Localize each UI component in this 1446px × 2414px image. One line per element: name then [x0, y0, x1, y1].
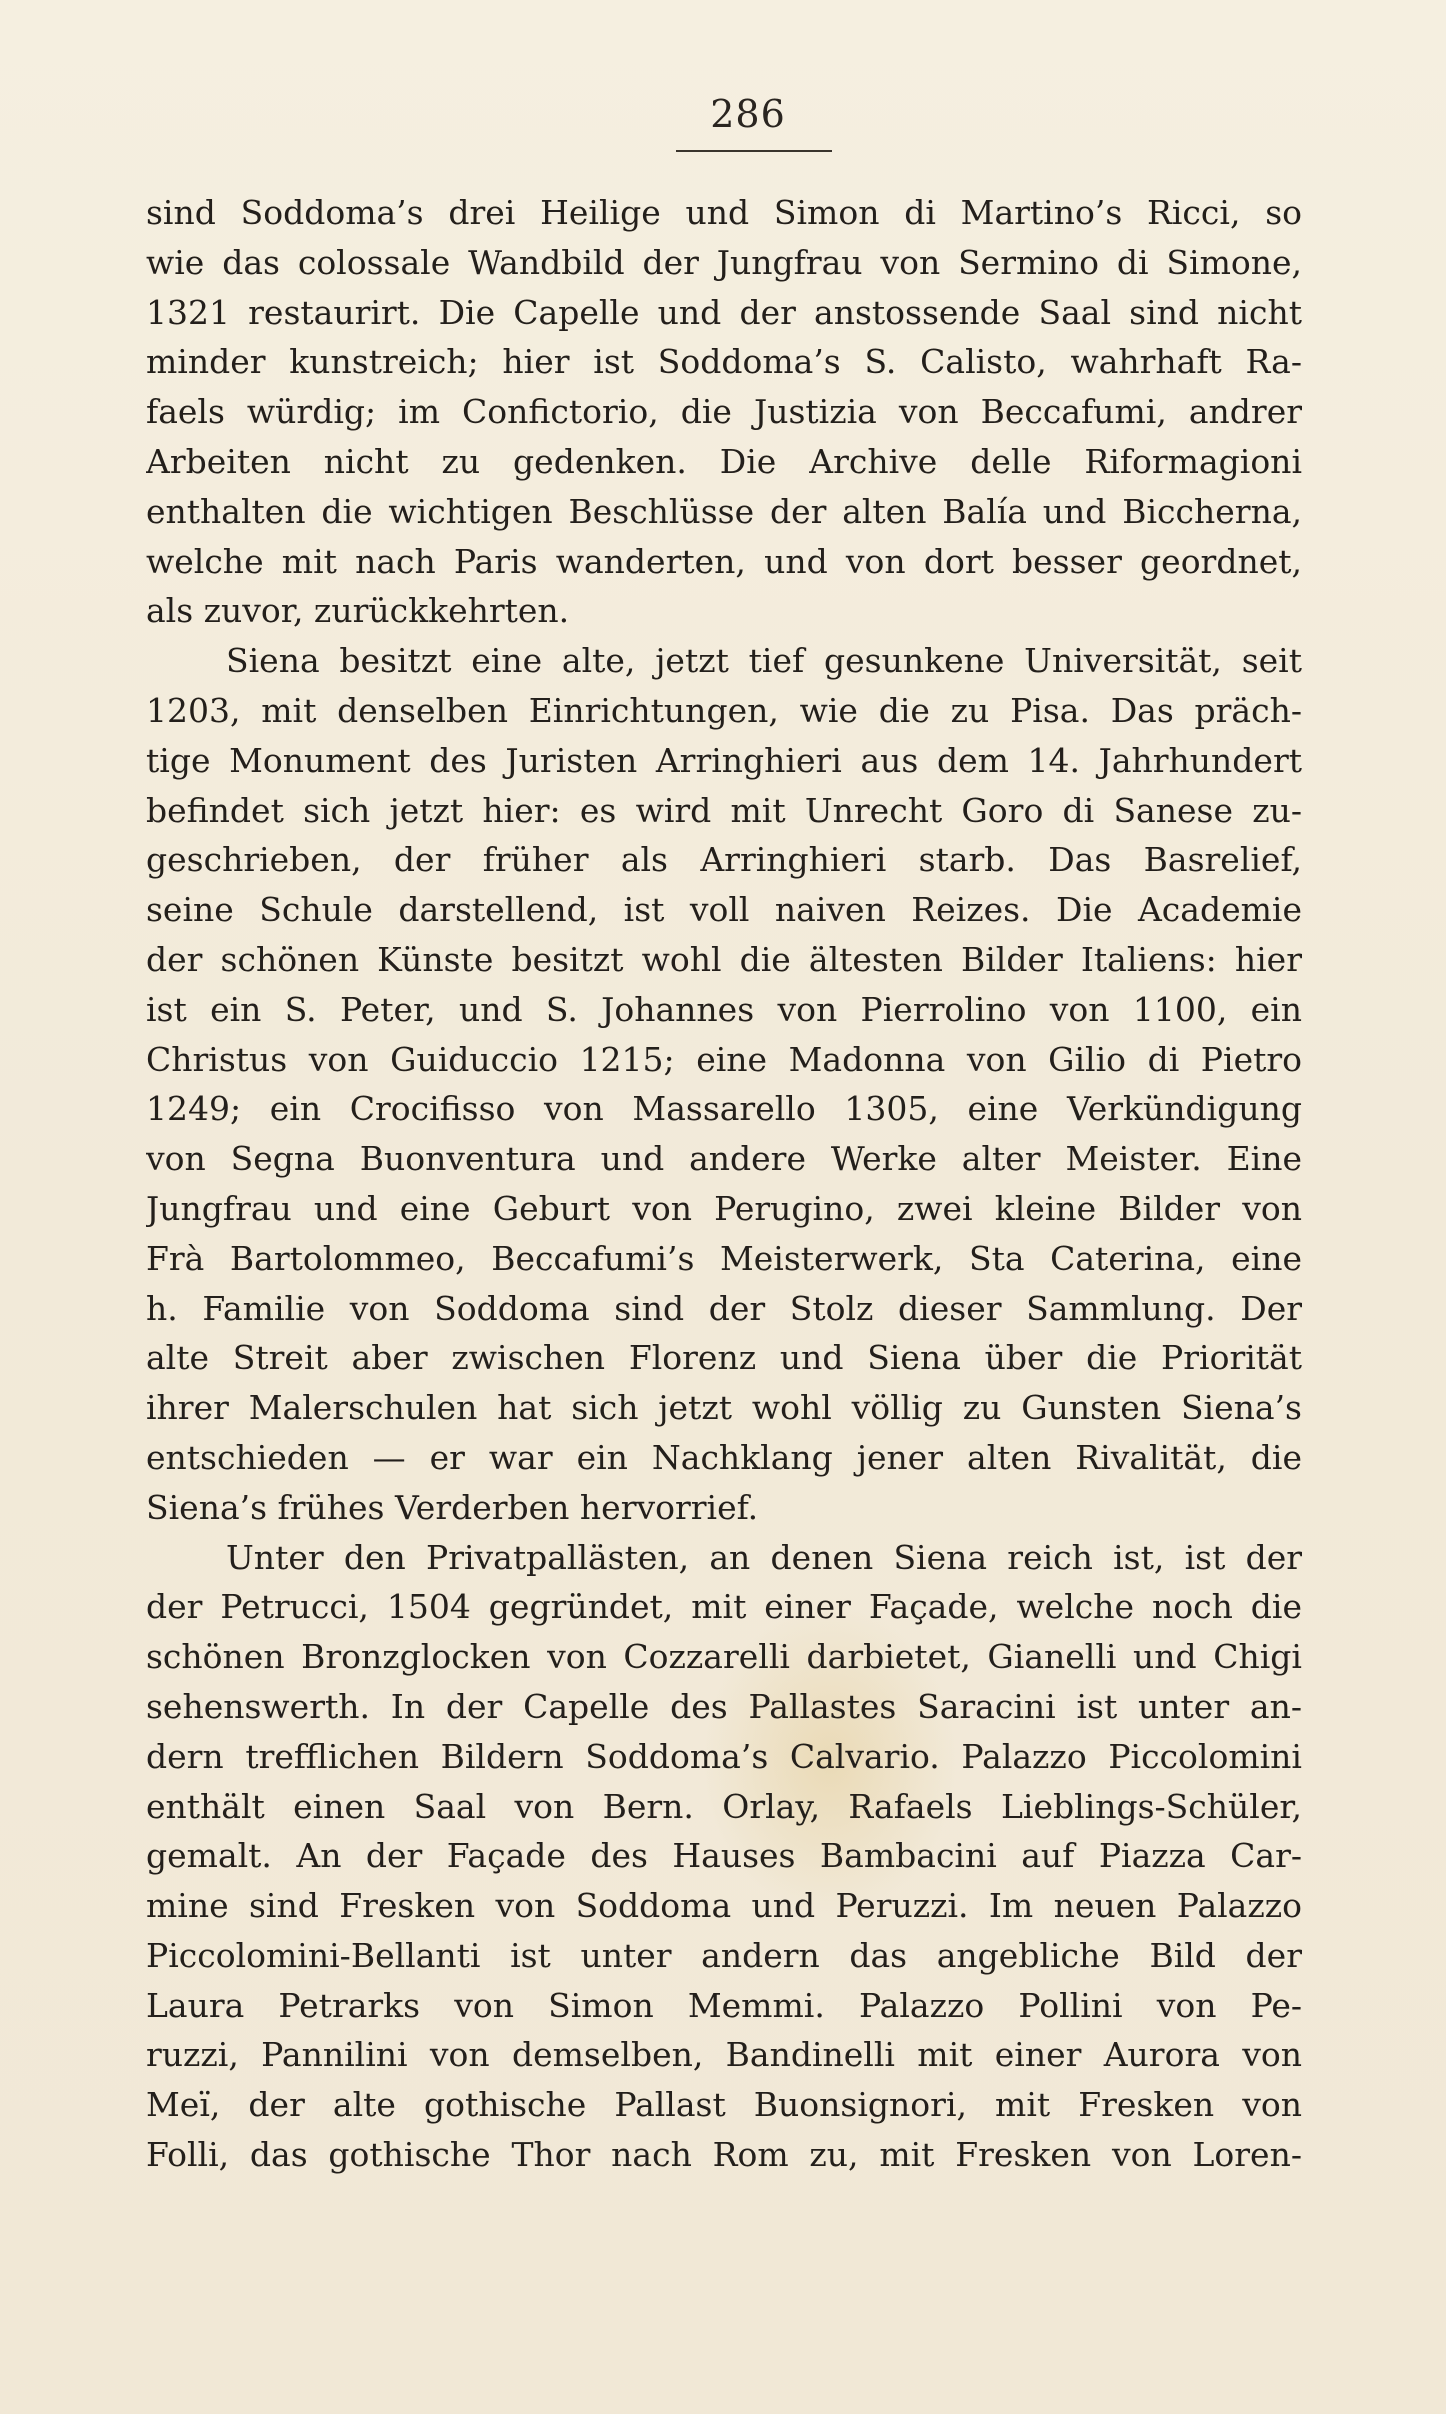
- text-line: Arbeiten nicht zu gedenken. Die Archive delle Riformagioni: [146, 441, 1302, 481]
- text-line: sehenswerth. In der Capelle des Pallastes Saracini ist unter an-: [146, 1686, 1302, 1726]
- text-line: ruzzi, Pannilini von demselben, Bandinelli mit einer Aurora von: [146, 2035, 1302, 2075]
- text-line: wie das colossale Wandbild der Jungfrau von Sermino di Simone,: [146, 242, 1302, 282]
- text-line: faels würdig; im Confictorio, die Justizia von Beccafumi, andrer: [146, 392, 1302, 432]
- text-line: enthält einen Saal von Bern. Orlay, Rafaels Lieblings-Schüler,: [146, 1786, 1302, 1826]
- text-line: entschieden — er war ein Nachklang jener alten Rivalität, die: [146, 1437, 1302, 1477]
- text-line: Piccolomini-Bellanti ist unter andern das angebliche Bild der: [146, 1935, 1302, 1975]
- text-line: tige Monument des Juristen Arringhieri aus dem 14. Jahrhundert: [146, 740, 1302, 780]
- text-line: Laura Petrarks von Simon Memmi. Palazzo Pollini von Pe-: [146, 1985, 1302, 2025]
- text-line: geschrieben, der früher als Arringhieri starb. Das Basrelief,: [146, 840, 1302, 880]
- text-line: ihrer Malerschulen hat sich jetzt wohl völlig zu Gunsten Siena’s: [146, 1388, 1302, 1428]
- body-text: [146, 188, 1302, 2180]
- text-line: enthalten die wichtigen Beschlüsse der alten Balía und Biccherna,: [146, 491, 1302, 531]
- text-line: minder kunstreich; hier ist Soddoma’s S. Calisto, wahrhaft Ra-: [146, 342, 1302, 382]
- text-line: der Petrucci, 1504 gegründet, mit einer Façade, welche noch die: [146, 1587, 1302, 1627]
- text-line: schönen Bronzglocken von Cozzarelli darbietet, Gianelli und Chigi: [146, 1637, 1302, 1677]
- text-line: seine Schule darstellend, ist voll naiven Reizes. Die Academie: [146, 890, 1302, 930]
- text-line: 1321 restaurirt. Die Capelle und der anstossende Saal sind nicht: [146, 292, 1302, 332]
- text-line: Meï, der alte gothische Pallast Buonsignori, mit Fresken von: [146, 2085, 1302, 2125]
- text-line: Siena’s frühes Verderben hervorrief.: [146, 1487, 759, 1527]
- text-line: Frà Bartolommeo, Beccafumi’s Meisterwerk, Sta Caterina, eine: [146, 1238, 1302, 1278]
- text-line: 1249; ein Crocifisso von Massarello 1305, eine Verkündigung: [146, 1089, 1302, 1129]
- text-line: Christus von Guiduccio 1215; eine Madonna von Gilio di Pietro: [146, 1039, 1302, 1079]
- page-number: 286: [710, 92, 786, 136]
- text-line: dern trefflichen Bildern Soddoma’s Calvario. Palazzo Piccolomini: [146, 1736, 1302, 1776]
- text-line: Folli, das gothische Thor nach Rom zu, mit Fresken von Loren-: [146, 2135, 1302, 2175]
- header-rule: [676, 150, 832, 152]
- text-line: der schönen Künste besitzt wohl die ältesten Bilder Italiens: hier: [146, 939, 1302, 979]
- text-line: sind Soddoma’s drei Heilige und Simon di Martino’s Ricci, so: [146, 193, 1302, 232]
- text-line: welche mit nach Paris wanderten, und von dort besser geordnet,: [146, 541, 1302, 581]
- text-line: Unter den Privatpallästen, an denen Siena reich ist, ist der: [226, 1537, 1302, 1577]
- text-line: gemalt. An der Façade des Hauses Bambacini auf Piazza Car-: [146, 1836, 1302, 1876]
- text-line: h. Familie von Soddoma sind der Stolz dieser Sammlung. Der: [146, 1288, 1302, 1328]
- text-line: Jungfrau und eine Geburt von Perugino, zwei kleine Bilder von: [146, 1188, 1302, 1228]
- text-line: von Segna Buonventura und andere Werke alter Meister. Eine: [146, 1139, 1302, 1179]
- text-line: befindet sich jetzt hier: es wird mit Unrecht Goro di Sanese zu-: [146, 790, 1302, 830]
- text-line: Siena besitzt eine alte, jetzt tief gesunkene Universität, seit: [226, 641, 1302, 681]
- text-line: mine sind Fresken von Soddoma und Peruzzi. Im neuen Palazzo: [146, 1886, 1302, 1926]
- text-line: 1203, mit denselben Einrichtungen, wie die zu Pisa. Das präch-: [146, 690, 1302, 730]
- text-line: ist ein S. Peter, und S. Johannes von Pierrolino von 1100, ein: [146, 989, 1302, 1029]
- text-line: alte Streit aber zwischen Florenz und Siena über die Priorität: [146, 1338, 1302, 1378]
- text-line: als zuvor, zurückkehrten.: [146, 591, 570, 631]
- page-header: [668, 92, 828, 136]
